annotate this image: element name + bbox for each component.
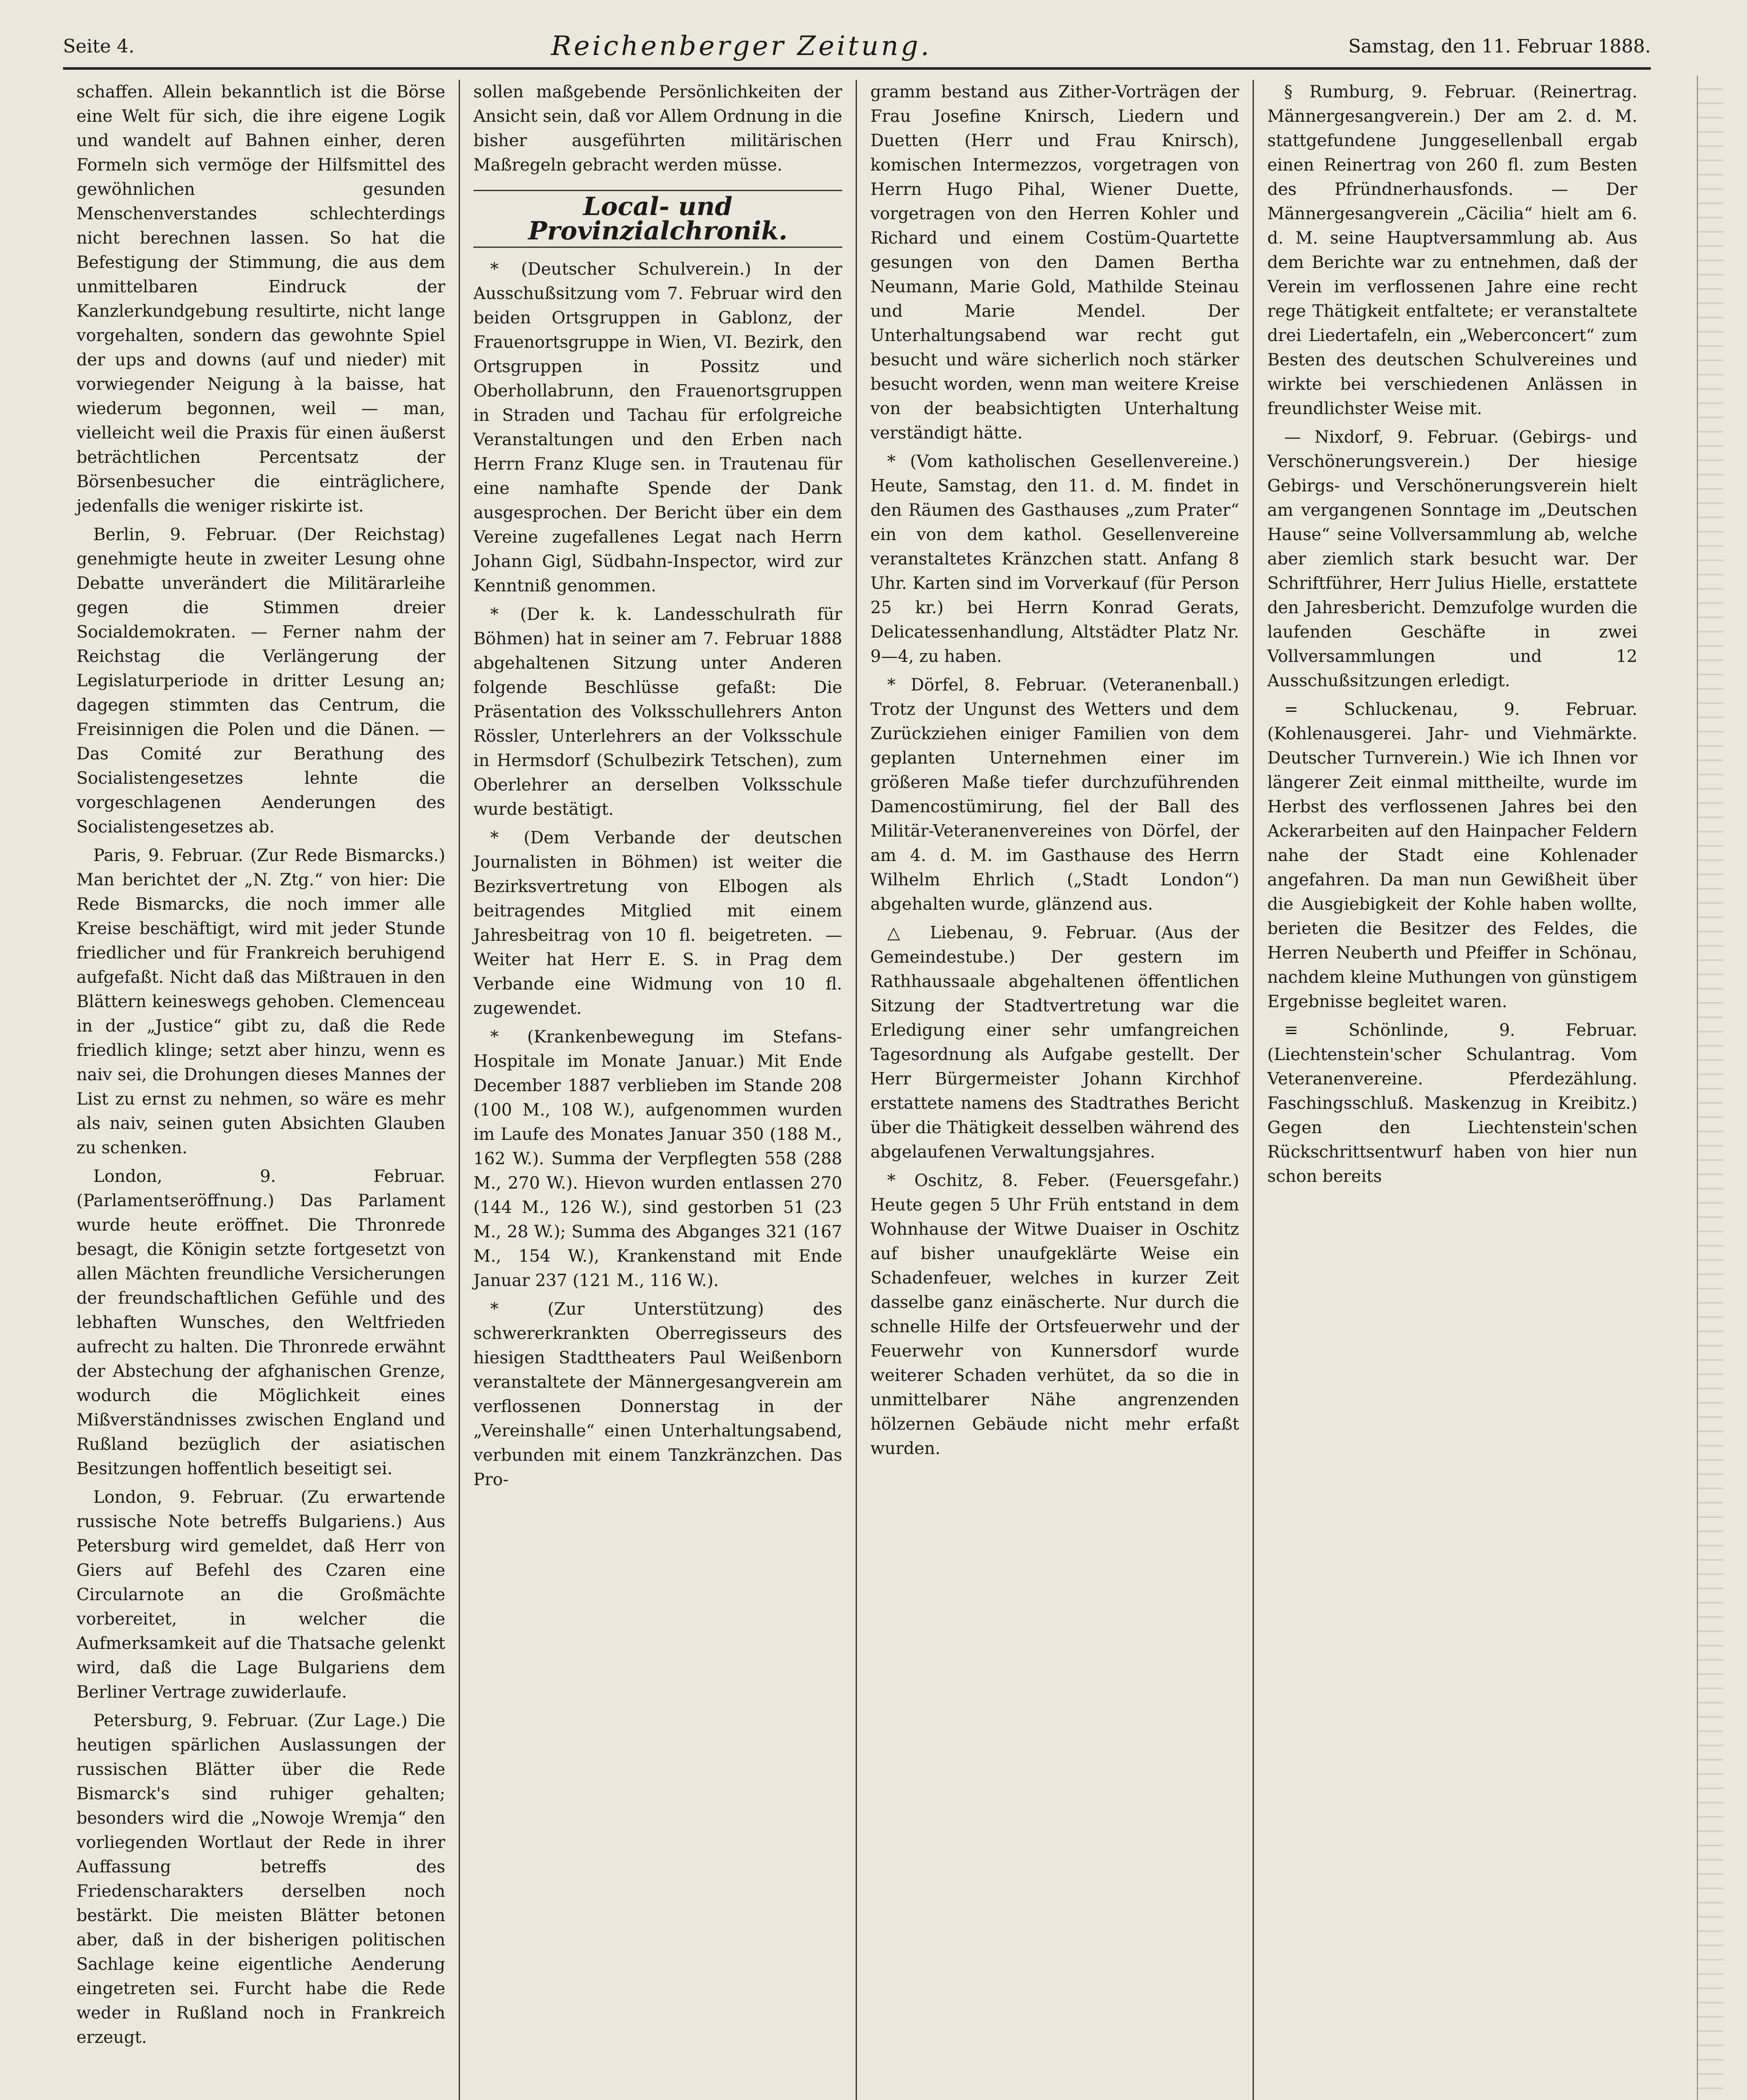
column-1	[63, 80, 460, 2100]
article-paragraph: * (Dem Verbande der deutschen Journalisten in Böhmen) ist weiter die Bezirksvertretung von Elbogen als beitragendes Mitglied mit einem Jahresbeitrag von 10 fl. beigetreten. — Weiter hat Herr E. S. in Prag dem Verbande eine Widmung von 10 fl. zugewendet.	[473, 828, 842, 1018]
article-paragraph: Berlin, 9. Februar. (Der Reichstag) genehmigte heute in zweiter Lesung ohne Debatte unverändert die Militärarleihe gegen die Stimmen dreier Socialdemokraten. — Ferner nahm der Reichstag die Verlängerung der Legislaturperiode in dritter Lesung an; dagegen stimmten das Centrum, die Freisinnigen die Polen und die Dänen. — Das Comité zur Berathung des Socialistengesetzes lehnte die vorgeschlagenen Aenderungen des Socialistengesetzes ab.	[76, 525, 445, 837]
article-paragraph: — Nixdorf, 9. Februar. (Gebirgs- und Verschönerungsverein.) Der hiesige Gebirgs- und Verschönerungsverein hielt am vergangenen Sonntage im „Deutschen Hause“ seine Vollversammlung ab, welche aber ziemlich stark besucht war. Der Schriftführer, Herr Julius Hielle, erstattete den Jahresbericht. Demzufolge wurden die laufenden Geschäfte in zwei Vollversammlungen und 12 Ausschußsitzungen erledigt.	[1267, 428, 1637, 690]
column-4	[1254, 80, 1651, 2100]
article-paragraph: △ Liebenau, 9. Februar. (Aus der Gemeindestube.) Der gestern im Rathhaussaale abgehaltenen öffentlichen Sitzung der Stadtvertretung war die Erledigung einer sehr umfangreichen Tagesordnung als Aufgabe gestellt. Der Herr Bürgermeister Johann Kirchhof erstattete namens des Stadtrathes Bericht über die Thätigkeit desselben während des abgelaufenen Verwaltungsjahres.	[870, 923, 1239, 1162]
article-paragraph: * Dörfel, 8. Februar. (Veteranenball.) Trotz der Ungunst des Wetters und dem Zurückziehen einiger Familien von dem geplanten Unternehmen einer im größeren Maße tiefer durchzuführenden Damencostümirung, fiel der Ball des Militär-Veteranenvereines von Dörfel, der am 4. d. M. im Gasthause des Herrn Wilhelm Ehrlich („Stadt London“) abgehalten wurde, glänzend aus.	[870, 675, 1239, 914]
column-2	[460, 80, 857, 2100]
issue-date: Samstag, den 11. Februar 1888.	[1348, 35, 1651, 57]
text-columns	[63, 80, 1651, 2100]
article-paragraph: sollen maßgebende Persönlichkeiten der Ansicht sein, daß vor Allem Ordnung in die bisher ausgeführten militärischen Maßregeln gebracht werden müsse.	[473, 82, 842, 175]
section-title: Local- und Provinzialchronik.	[473, 190, 842, 248]
article-paragraph: * (Der k. k. Landesschulrath für Böhmen) hat in seiner am 7. Februar 1888 abgehaltenen Sitzung unter Anderen folgende Beschlüsse gefaßt: Die Präsentation des Volksschullehrers Anton Rössler, Unterlehrers an der Volksschule in Hermsdorf (Schulbezirk Tetschen), zum Oberlehrer an derselben Volksschule wurde bestätigt.	[473, 605, 842, 819]
article-paragraph: * (Vom katholischen Gesellenvereine.) Heute, Samstag, den 11. d. M. findet in den Räumen des Gasthauses „zum Prater“ ein von dem kathol. Gesellenvereine veranstaltetes Kränzchen statt. Anfang 8 Uhr. Karten sind im Vorverkauf (für Person 25 kr.) bei Herrn Konrad Gerats, Delicatessenhandlung, Altstädter Platz Nr. 9—4, zu haben.	[870, 452, 1239, 666]
article-paragraph: Petersburg, 9. Februar. (Zur Lage.) Die heutigen spärlichen Auslassungen der russischen Blätter über die Rede Bismarck's sind ruhiger gehalten; besonders wird die „Nowoje Wremja“ den vorliegenden Wortlaut der Rede in ihrer Auffassung betreffs des Friedenscharakters derselben noch bestärkt. Die meisten Blätter betonen aber, daß in der bisherigen politischen Sachlage keine eigentliche Aenderung eingetreten sei. Furcht habe die Rede weder in Rußland noch in Frankreich erzeugt.	[76, 1711, 445, 2047]
column-3	[857, 80, 1254, 2100]
article-paragraph: * Oschitz, 8. Feber. (Feuersgefahr.) Heute gegen 5 Uhr Früh entstand in dem Wohnhause der Witwe Duaiser in Oschitz auf bisher unaufgeklärte Weise ein Schadenfeuer, welches in kurzer Zeit dasselbe ganz einäscherte. Nur durch die schnelle Hilfe der Ortsfeuerwehr und der Feuerwehr von Kunnersdorf wurde weiterer Schaden verhütet, da so die in unmittelbarer Nähe angrenzenden hölzernen Gebäude nicht mehr erfaßt wurden.	[870, 1171, 1239, 1458]
article-paragraph: ≡ Schönlinde, 9. Februar. (Liechtenstein'scher Schulantrag. Vom Veteranenvereine. Pferdezählung. Faschingsschluß. Maskenzug in Kreibitz.) Gegen den Liechtenstein'schen Rückschrittsentwurf haben von hier nun schon bereits	[1267, 1021, 1637, 1186]
article-paragraph: * (Krankenbewegung im Stefans-Hospitale im Monate Januar.) Mit Ende December 1887 verblieben im Stande 208 (100 M., 108 W.), aufgenommen wurden im Laufe des Monates Januar 350 (188 M., 162 W.). Summa der Verpflegten 558 (288 M., 270 W.). Hievon wurden entlassen 270 (144 M., 126 W.), sind gestorben 51 (23 M., 28 W.); Summa des Abganges 321 (167 M., 154 W.), Krankenstand mit Ende Januar 237 (121 M., 116 W.).	[473, 1027, 842, 1290]
article-paragraph: * (Deutscher Schulverein.) In der Ausschußsitzung vom 7. Februar wird den beiden Ortsgruppen in Gablonz, der Frauenortsgruppe in Wien, VI. Bezirk, den Ortsgruppen in Possitz und Oberhollabrunn, den Frauenortsgruppen in Straden und Tachau für erfolgreiche Veranstaltungen und den Erben nach Herrn Franz Kluge sen. in Trautenau für eine namhafte Spende der Dank ausgesprochen. Der Bericht über ein dem Vereine zugefallenes Legat nach Herrn Johann Gigl, Südbahn-Inspector, wird zur Kenntniß genommen.	[473, 260, 842, 596]
article-paragraph: * (Zur Unterstützung) des schwererkrankten Oberregisseurs des hiesigen Stadttheaters Paul Weißenborn veranstaltete der Männergesangverein am verflossenen Donnerstag in der „Vereinshalle“ einen Unterhaltungsabend, verbunden mit einem Tanzkränzchen. Das Pro-	[473, 1299, 842, 1489]
article-paragraph: § Rumburg, 9. Februar. (Reinertrag. Männergesangverein.) Der am 2. d. M. stattgefundene Junggesellenball ergab einen Reinertrag von 260 fl. zum Besten des Pfründnerhausfonds. — Der Männergesangverein „Cäcilia“ hielt am 6. d. M. seine Hauptversammlung ab. Aus dem Berichte war zu entnehmen, daß der Verein im verflossenen Jahre eine recht rege Thätigkeit entfaltete; er veranstaltete drei Liedertafeln, ein „Weberconcert“ zum Besten des deutschen Schulvereines und wirkte bei verschiedenen Anlässen in freundlichster Weise mit.	[1267, 82, 1637, 418]
article-paragraph: = Schluckenau, 9. Februar. (Kohlenausgerei. Jahr- und Viehmärkte. Deutscher Turnverein.) Wie ich Ihnen vor längerer Zeit einmal mittheilte, wurde im Herbst des verflossenen Jahres bei den Ackerarbeiten auf den Hainpacher Feldern nahe der Stadt eine Kohlenader angefahren. Da man nun Gewißheit über die Ausgiebigkeit der Kohle haben wollte, berieten die Besitzer des Feldes, die Herren Neuberth und Pfeiffer in Schönau, nachdem kleine Muthungen von günstigem Ergebnisse begleitet waren.	[1267, 700, 1637, 1011]
adjacent-page-edge	[1697, 76, 1723, 2100]
article-paragraph: schaffen. Allein bekanntlich ist die Börse eine Welt für sich, die ihre eigene Logik und wandelt auf Bahnen einher, deren Formeln sich vermöge der Hilfsmittel des gewöhnlichen gesunden Menschenverstandes schlechterdings nicht berechnen lassen. So hat die Befestigung der Stimmung, die aus dem unmittelbaren Eindruck der Kanzlerkundgebung resultirte, nicht lange vorgehalten, sondern das gewohnte Spiel der ups and downs (auf und nieder) mit vorwiegender Neigung à la baisse, hat wiederum begonnen, weil — man, vielleicht weil die Praxis für einen äußerst beträchtlichen Percentsatz der Börsenbesucher die einträglichere, jedenfalls die weniger riskirte ist.	[76, 82, 445, 516]
newspaper-title: Reichenberger Zeitung.	[551, 31, 932, 62]
page-number: Seite 4.	[63, 35, 134, 57]
article-paragraph: gramm bestand aus Zither-Vorträgen der Frau Josefine Knirsch, Liedern und Duetten (Herr und Frau Knirsch), komischen Intermezzos, vorgetragen von Herrn Hugo Pihal, Wiener Duette, vorgetragen von den Herren Kohler und Richard und einem Costüm-Quartette gesungen von den Damen Bertha Neumann, Marie Gold, Mathilde Steinau und Marie Mendel. Der Unterhaltungsabend war recht gut besucht und wäre sicherlich noch stärker besucht worden, wenn man weitere Kreise von der beabsichtigten Unterhaltung verständigt hätte.	[870, 82, 1239, 443]
page-header	[63, 25, 1651, 70]
article-paragraph: London, 9. Februar. (Zu erwartende russische Note betreffs Bulgariens.) Aus Petersburg wird gemeldet, daß Herr von Giers auf Befehl des Czaren eine Circularnote an die Großmächte vorbereitet, in welcher die Aufmerksamkeit auf die Thatsache gelenkt wird, daß die Lage Bulgariens dem Berliner Vertrage zuwiderlaufe.	[76, 1488, 445, 1702]
article-paragraph: London, 9. Februar. (Parlamentseröffnung.) Das Parlament wurde heute eröffnet. Die Thronrede besagt, die Königin setzte fortgesetzt von allen Mächten freundliche Versicherungen der freundschaftlichen Gefühle und des lebhaften Wunsches, den Weltfrieden aufrecht zu halten. Die Thronrede erwähnt der Abstechung der afghanischen Grenze, wodurch die Möglichkeit eines Mißverständnisses zwischen England und Rußland bezüglich der asiatischen Besitzungen hoffentlich beseitigt sei.	[76, 1167, 445, 1478]
article-paragraph: Paris, 9. Februar. (Zur Rede Bismarcks.) Man berichtet der „N. Ztg.“ von hier: Die Rede Bismarcks, die noch immer alle Kreise beschäftigt, wird mit jeder Stunde friedlicher und für Frankreich beruhigend aufgefaßt. Nicht daß das Mißtrauen in den Blättern keineswegs gehoben. Clemenceau in der „Justice“ gibt zu, daß die Rede friedlich klinge; setzt aber hinzu, wenn es naiv sei, die Drohungen dieses Mannes der List zu ernst zu nehmen, so wäre es mehr als naiv, seinen guten Absichten Glauben zu schenken.	[76, 846, 445, 1158]
